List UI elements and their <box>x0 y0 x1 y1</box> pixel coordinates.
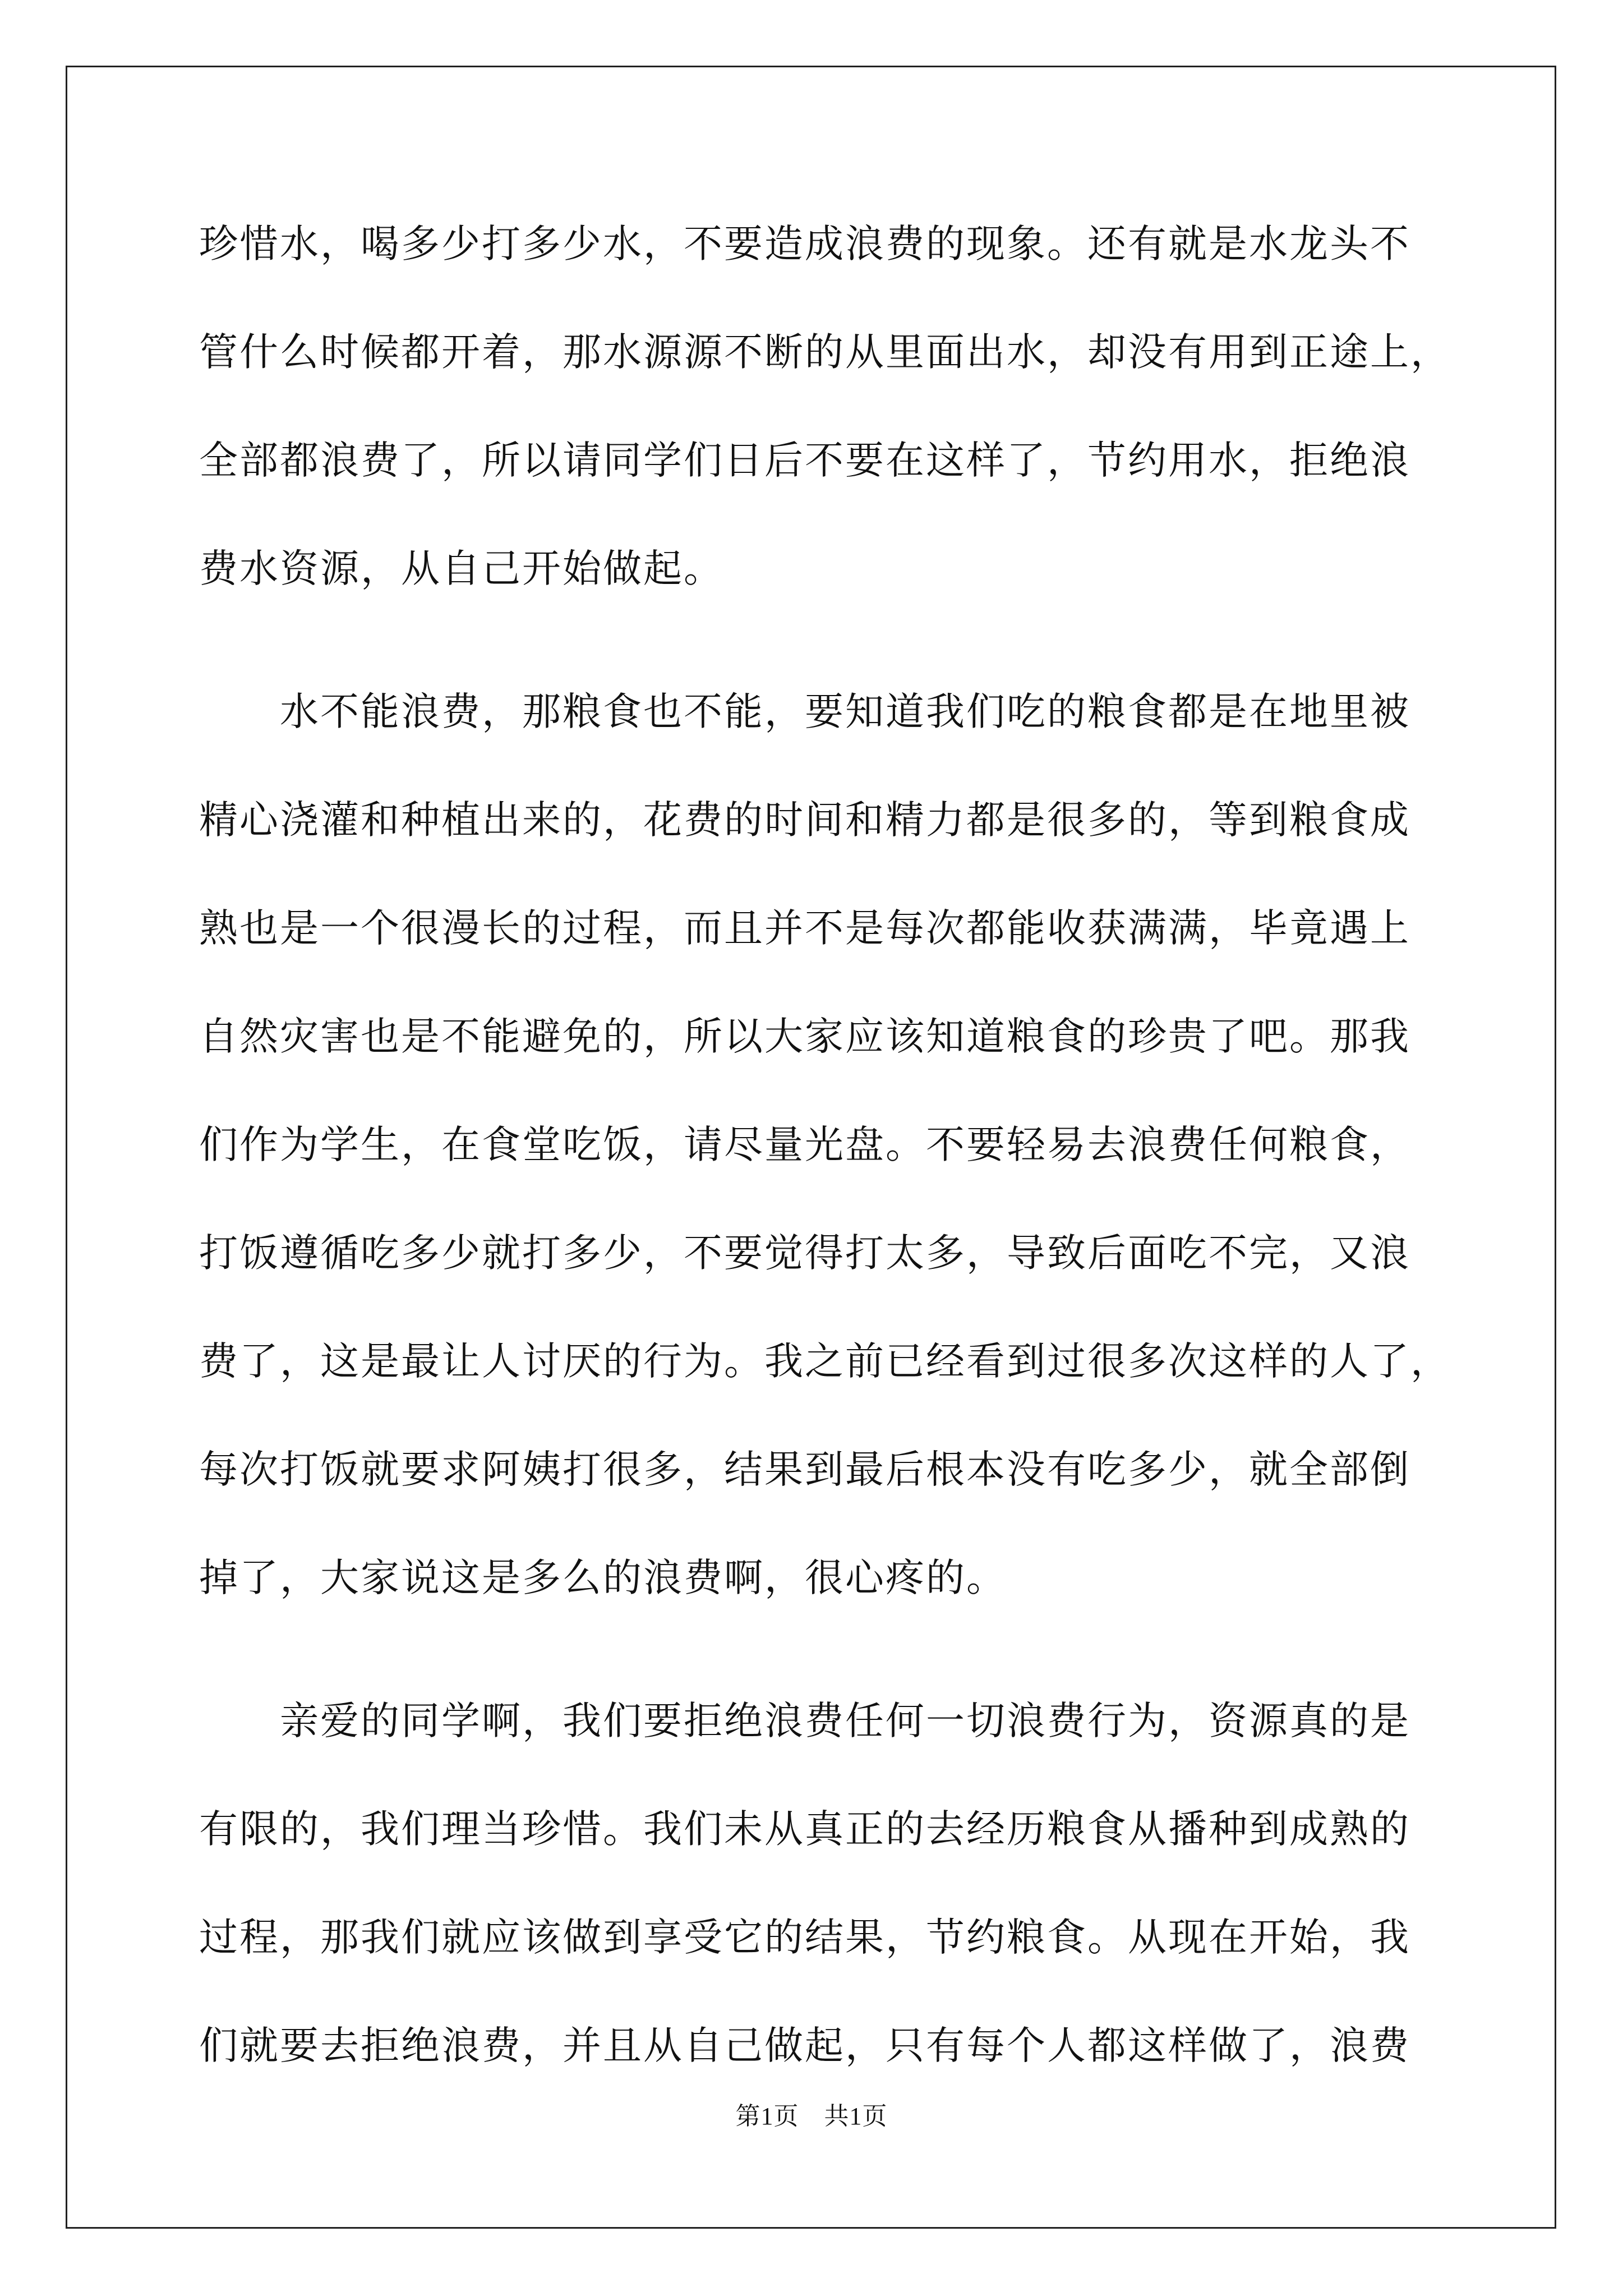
paragraph-3 <box>199 1696 1433 2129</box>
paragraph-line: 有限的，我们理当珍惜。我们未从真正的去经历粮食从播种到成熟的 <box>199 1807 1410 1852</box>
paragraph-line: 珍惜水，喝多少打多少水，不要造成浪费的现象。还有就是水龙头不 <box>199 222 1410 266</box>
paragraph-line: 们就要去拒绝浪费，并且从自己做起，只有每个人都这样做了，浪费 <box>199 2023 1410 2068</box>
paragraph-line: 费了，这是最让人讨厌的行为。我之前已经看到过很多次这样的人了， <box>199 1339 1451 1384</box>
paragraph-line: 熟也是一个很漫长的过程，而且并不是每次都能收获满满，毕竟遇上 <box>199 906 1410 951</box>
paragraph-line: 费水资源，从自己开始做起。 <box>199 546 724 591</box>
paragraph-line: 管什么时候都开着，那水源源不断的从里面出水，却没有用到正途上， <box>199 330 1451 375</box>
paragraph-spacer <box>199 1661 1433 1696</box>
paragraph-line: 每次打饭就要求阿姨打很多，结果到最后根本没有吃多少，就全部倒 <box>199 1447 1410 1492</box>
page-number-footer: 第1页 共1页 <box>735 2102 888 2130</box>
paragraph-line: 精心浇灌和种植出来的，花费的时间和精力都是很多的，等到粮食成 <box>199 798 1410 843</box>
paragraph-1 <box>199 219 1451 652</box>
document-body <box>199 219 1451 2129</box>
paragraph-line: 过程，那我们就应该做到享受它的结果，节约粮食。从现在开始，我 <box>199 1915 1410 1960</box>
paragraph-spacer <box>199 652 1433 687</box>
paragraph-line: 自然灾害也是不能避免的，所以大家应该知道粮食的珍贵了吧。那我 <box>199 1014 1410 1059</box>
paragraph-line: 掉了，大家说这是多么的浪费啊，很心疼的。 <box>199 1556 1007 1600</box>
paragraph-line: 水不能浪费，那粮食也不能，要知道我们吃的粮食都是在地里被 <box>199 689 1410 734</box>
paragraph-line: 亲爱的同学啊，我们要拒绝浪费任何一切浪费行为，资源真的是 <box>199 1699 1410 1743</box>
paragraph-line: 全部都浪费了，所以请同学们日后不要在这样了，节约用水，拒绝浪 <box>199 438 1410 483</box>
paragraph-line: 打饭遵循吃多少就打多少，不要觉得打太多，导致后面吃不完，又浪 <box>199 1231 1410 1276</box>
paragraph-line: 们作为学生，在食堂吃饭，请尽量光盘。不要轻易去浪费任何粮食， <box>199 1122 1410 1167</box>
paragraph-2 <box>199 687 1451 1661</box>
